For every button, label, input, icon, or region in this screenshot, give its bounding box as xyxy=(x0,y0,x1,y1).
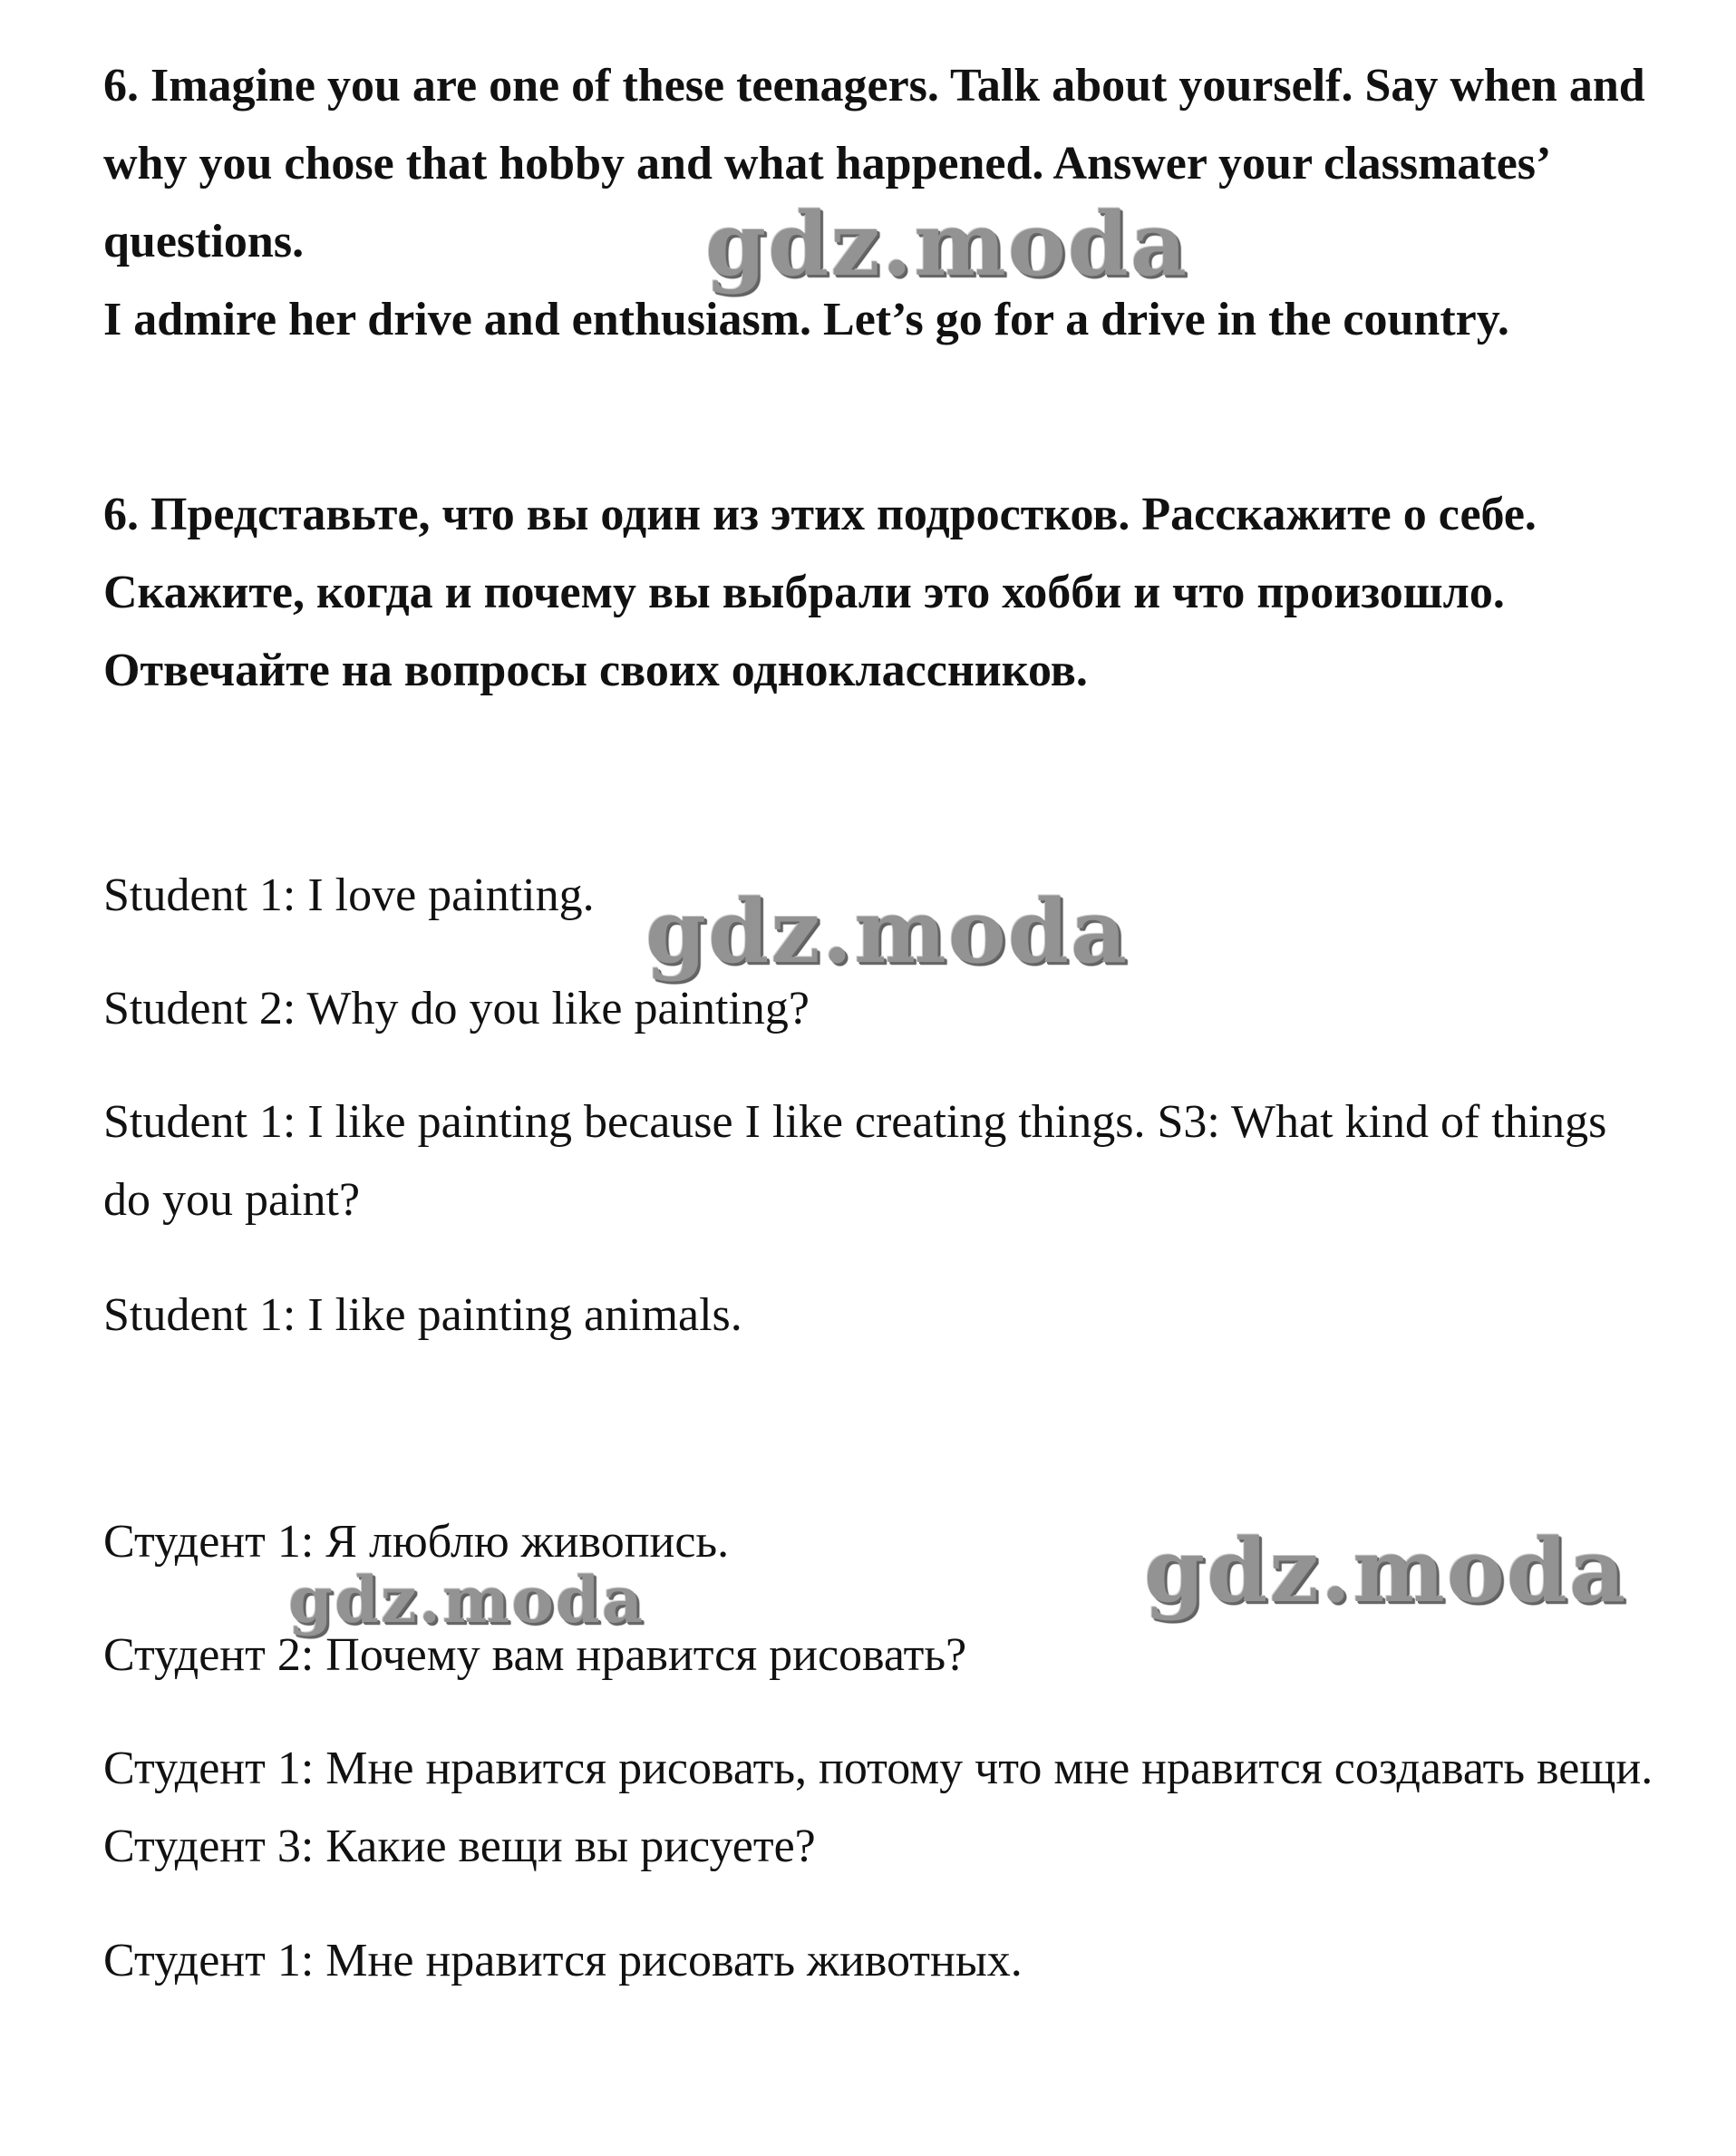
dialogue-en-line-2: Student 2: Why do you like painting? xyxy=(103,983,810,1034)
dialogue-en-line-4: Student 1: I like painting animals. xyxy=(103,1289,742,1341)
watermark-logo: gdz.moda xyxy=(645,880,1130,983)
dialogue-ru-line-2: Студент 2: Почему вам нравится рисовать? xyxy=(103,1629,967,1681)
dialogue-ru-line-1: Студент 1: Я люблю живопись. xyxy=(103,1516,730,1568)
watermark-logo: gdz.moda xyxy=(705,193,1189,296)
task-heading-en: 6. Imagine you are one of these teenagers. Talk about yourself. Say when and why you chose that hobby and what happened. Answer your classmates’ questions. xyxy=(103,60,1645,267)
dialogue-ru-line-4: Студент 1: Мне нравится рисовать животных. xyxy=(103,1935,1023,1986)
task-heading-ru: 6. Представьте, что вы один из этих подростков. Расскажите о себе. Скажите, когда и почему вы выбрали это хобби и что произошло. Отвечайте на вопросы своих одноклассников. xyxy=(103,489,1537,696)
dialogue-ru-line-3: Студент 1: Мне нравится рисовать, потому что мне нравится создавать вещи. Студент 3: Какие вещи вы рисуете? xyxy=(103,1743,1654,1872)
dialogue-en-line-1: Student 1: I love painting. xyxy=(103,869,595,921)
task-example-en: I admire her drive and enthusiasm. Let’s go for a drive in the country. xyxy=(103,294,1509,345)
watermark-logo: gdz.moda xyxy=(1144,1520,1628,1622)
watermark-logo: gdz.moda xyxy=(288,1562,645,1637)
dialogue-en-line-3: Student 1: I like painting because I like creating things. S3: What kind of things do you paint? xyxy=(103,1096,1607,1226)
